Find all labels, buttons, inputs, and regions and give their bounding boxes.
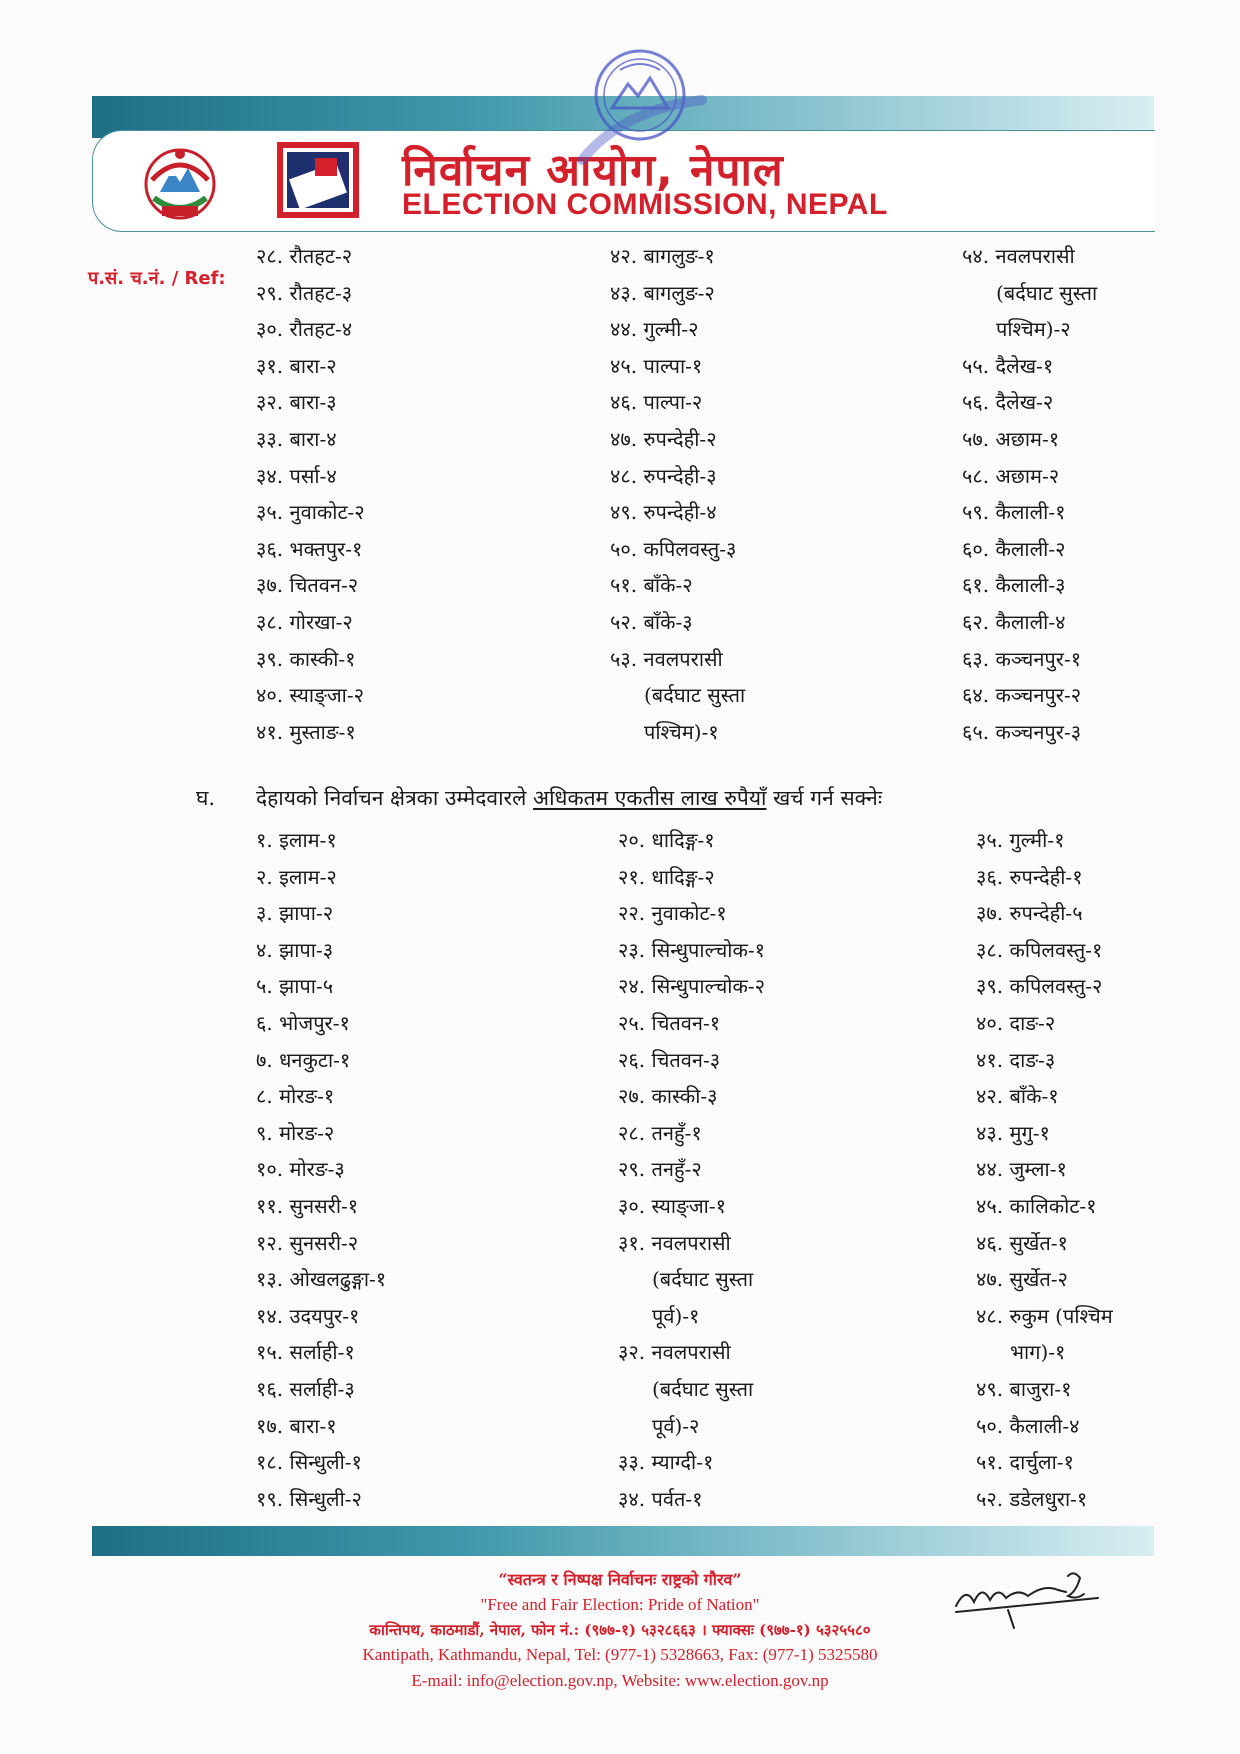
constituency-item: ५२. डडेलधुरा-१	[976, 1486, 1088, 1511]
constituency-item: १०. मोरङ-३	[256, 1157, 345, 1182]
constituency-item: ४. झापा-३	[256, 937, 334, 962]
constituency-item: ५६. दैलेख-२	[962, 390, 1054, 415]
constituency-item: ४४. गुल्मी-२	[610, 317, 699, 342]
constituency-item: ४७. रुपन्देही-२	[610, 426, 717, 451]
constituency-item: ३८. कपिलवस्तु-१	[976, 937, 1103, 962]
constituency-item: ३६. भक्तपुर-१	[256, 536, 363, 561]
constituency-item: ८. मोरङ-१	[256, 1084, 335, 1109]
constituency-item: २१. धादिङ्ग-२	[618, 864, 715, 889]
constituency-item: ३२. बारा-३	[256, 390, 337, 415]
constituency-item-continuation: (बर्दघाट सुस्ता	[652, 1376, 754, 1401]
constituency-item: ५०. कपिलवस्तु-३	[610, 536, 737, 561]
constituency-item: ५७. अछाम-१	[962, 426, 1060, 451]
constituency-item: ३३. बारा-४	[256, 426, 337, 451]
constituency-item: ३५. नुवाकोट-२	[256, 500, 365, 525]
constituency-item: ३५. गुल्मी-१	[976, 828, 1065, 852]
constituency-item: १६. सर्लाही-३	[256, 1376, 355, 1401]
section-text-before: देहायको निर्वाचन क्षेत्रका उम्मेदवारले	[256, 786, 534, 810]
constituency-item: ४७. सुर्खेत-२	[976, 1267, 1068, 1292]
commission-title-np: निर्वाचन आयोग, नेपाल	[402, 145, 784, 196]
constituency-item: ३४. पर्सा-४	[256, 463, 337, 488]
constituency-item: २. इलाम-२	[256, 864, 337, 889]
constituency-item: ५. झापा-५	[256, 974, 334, 999]
constituency-item: ३६. रुपन्देही-१	[976, 864, 1083, 889]
constituency-list-c-col3	[962, 238, 1097, 750]
section-marker: घ.	[196, 786, 216, 810]
slogan-np: “स्वतन्त्र र निष्पक्ष निर्वाचनः राष्ट्रको गौरव”	[498, 1570, 742, 1589]
constituency-item-continuation: पूर्व)-२	[652, 1413, 700, 1438]
constituency-item: १. इलाम-१	[256, 828, 337, 852]
constituency-item: ४०. दाङ-२	[976, 1010, 1056, 1035]
constituency-list-c-col2	[610, 238, 745, 750]
address-np: कान्तिपथ, काठमाडौं, नेपाल, फोन नं.: (९७७-१) ५३२८६६३ । फ्याक्सः (९७७-१) ५३२५५८०	[369, 1621, 871, 1639]
constituency-item-continuation: पश्चिम)-१	[644, 719, 719, 744]
constituency-item: ५५. दैलेख-१	[962, 353, 1054, 378]
section-text-after: खर्च गर्न सक्नेः	[766, 786, 883, 810]
constituency-list-c-col1	[256, 238, 365, 750]
constituency-item-continuation: (बर्दघाट सुस्ता	[652, 1267, 754, 1292]
constituency-item: ५४. नवलपरासी	[962, 244, 1075, 268]
constituency-item: २९. रौतहट-३	[256, 280, 353, 305]
constituency-item: १४. उदयपुर-१	[256, 1303, 360, 1328]
signature	[948, 1566, 1118, 1636]
constituency-item: ४६. पाल्पा-२	[610, 390, 703, 415]
reference-label: प.सं. च.नं. / Ref:	[88, 268, 226, 289]
constituency-item: ६३. कञ्चनपुर-१	[962, 646, 1082, 671]
commission-title-en: ELECTION COMMISSION, NEPAL	[402, 188, 888, 221]
constituency-item: ३२. नवलपरासी	[618, 1340, 731, 1365]
constituency-item: ६५. कञ्चनपुर-३	[962, 719, 1082, 744]
official-seal-stamp	[562, 40, 732, 190]
nepal-emblem-icon	[132, 140, 228, 226]
constituency-item: ६०. कैलाली-२	[962, 536, 1066, 561]
constituency-item: ६. भोजपुर-१	[256, 1010, 350, 1035]
constituency-item: ४२. बागलुङ-१	[610, 244, 715, 268]
constituency-item: ३३. म्याग्दी-१	[618, 1450, 714, 1475]
constituency-list-d-col1	[256, 822, 386, 1517]
constituency-item-continuation: भाग)-१	[1010, 1340, 1066, 1365]
constituency-item: २८. तनहुँ-१	[618, 1120, 702, 1145]
constituency-item-continuation: पूर्व)-१	[652, 1303, 700, 1328]
section-d-heading	[0, 784, 1240, 824]
constituency-item-continuation: (बर्दघाट सुस्ता	[644, 683, 746, 708]
constituency-item: ३१. नवलपरासी	[618, 1230, 731, 1255]
constituency-item: २८. रौतहट-२	[256, 244, 353, 268]
constituency-item: २०. धादिङ्ग-१	[618, 828, 715, 852]
constituency-item: ४३. बागलुङ-२	[610, 280, 715, 305]
constituency-item: ४४. जुम्ला-१	[976, 1157, 1067, 1182]
section-d-text	[256, 784, 882, 812]
constituency-item: ५१. बाँके-२	[610, 573, 693, 598]
constituency-item: ६१. कैलाली-३	[962, 573, 1066, 598]
contact-info: E-mail: info@election.gov.np, Website: www.election.gov.np	[411, 1671, 829, 1690]
constituency-item: ५२. बाँके-३	[610, 609, 693, 634]
constituency-item: ५०. कैलाली-४	[976, 1413, 1080, 1438]
constituency-item: ९. मोरङ-२	[256, 1120, 335, 1145]
constituency-item: ३७. रुपन्देही-५	[976, 901, 1083, 926]
constituency-item: ५९. कैलाली-१	[962, 500, 1066, 525]
slogan-en: "Free and Fair Election: Pride of Nation"	[480, 1595, 760, 1614]
constituency-item: १२. सुनसरी-२	[256, 1230, 359, 1255]
constituency-item: ४८. रुपन्देही-३	[610, 463, 717, 488]
constituency-item: ३९. कास्की-१	[256, 646, 356, 671]
constituency-item: ७. धनकुटा-१	[256, 1047, 351, 1072]
constituency-item: ३१. बारा-२	[256, 353, 337, 378]
constituency-item: २५. चितवन-१	[618, 1010, 721, 1035]
constituency-item: ६४. कञ्चनपुर-२	[962, 683, 1082, 708]
constituency-item: ३४. पर्वत-१	[618, 1486, 703, 1511]
constituency-item: ४३. मुगु-१	[976, 1120, 1050, 1145]
constituency-item: ५३. नवलपरासी	[610, 646, 723, 671]
constituency-item: २२. नुवाकोट-१	[618, 901, 727, 926]
constituency-item: ३८. गोरखा-२	[256, 609, 353, 634]
footer-band	[92, 1526, 1154, 1556]
constituency-item: ४८. रुकुम (पश्चिम	[976, 1303, 1113, 1328]
constituency-item: ४६. सुर्खेत-१	[976, 1230, 1068, 1255]
constituency-item: २६. चितवन-३	[618, 1047, 721, 1072]
address-en: Kantipath, Kathmandu, Nepal, Tel: (977-1) 5328663, Fax: (977-1) 5325580	[362, 1645, 878, 1664]
constituency-list-d-col2	[618, 822, 765, 1517]
constituency-item: ४५. पाल्पा-१	[610, 353, 703, 378]
constituency-item: ४९. रुपन्देही-४	[610, 500, 717, 525]
constituency-item: ६२. कैलाली-४	[962, 609, 1066, 634]
constituency-item: १३. ओखलढुङ्गा-१	[256, 1267, 387, 1292]
election-commission-logo-icon	[275, 140, 361, 220]
constituency-item: २४. सिन्धुपाल्चोक-२	[618, 974, 765, 999]
constituency-item: १८. सिन्धुली-१	[256, 1450, 362, 1475]
constituency-item: ४०. स्याङ्जा-२	[256, 683, 364, 708]
constituency-item: ३०. स्याङ्जा-१	[618, 1193, 726, 1218]
constituency-item-continuation: (बर्दघाट सुस्ता	[996, 280, 1098, 305]
constituency-item: १५. सर्लाही-१	[256, 1340, 355, 1365]
constituency-item: २९. तनहुँ-२	[618, 1157, 702, 1182]
constituency-item: ३७. चितवन-२	[256, 573, 359, 598]
constituency-list-d-col3	[976, 822, 1113, 1517]
constituency-item: ५१. दार्चुला-१	[976, 1450, 1074, 1475]
constituency-item: ४१. दाङ-३	[976, 1047, 1056, 1072]
constituency-item-continuation: पश्चिम)-२	[996, 317, 1071, 342]
constituency-item: ३. झापा-२	[256, 901, 334, 926]
constituency-item: २७. कास्की-३	[618, 1084, 718, 1109]
constituency-item: ५८. अछाम-२	[962, 463, 1060, 488]
constituency-item: २३. सिन्धुपाल्चोक-१	[618, 937, 765, 962]
constituency-item: ४५. कालिकोट-१	[976, 1193, 1097, 1218]
constituency-item: ११. सुनसरी-१	[256, 1193, 359, 1218]
constituency-item: ३९. कपिलवस्तु-२	[976, 974, 1103, 999]
constituency-item: १९. सिन्धुली-२	[256, 1486, 362, 1511]
constituency-item: ४९. बाजुरा-१	[976, 1376, 1072, 1401]
spending-limit-text: अधिकतम एकतीस लाख रुपैयाँ	[533, 786, 767, 810]
constituency-item: १७. बारा-१	[256, 1413, 337, 1438]
constituency-item: ३०. रौतहट-४	[256, 317, 353, 342]
constituency-item: ४१. मुस्ताङ-१	[256, 719, 356, 744]
constituency-item: ४२. बाँके-१	[976, 1084, 1059, 1109]
